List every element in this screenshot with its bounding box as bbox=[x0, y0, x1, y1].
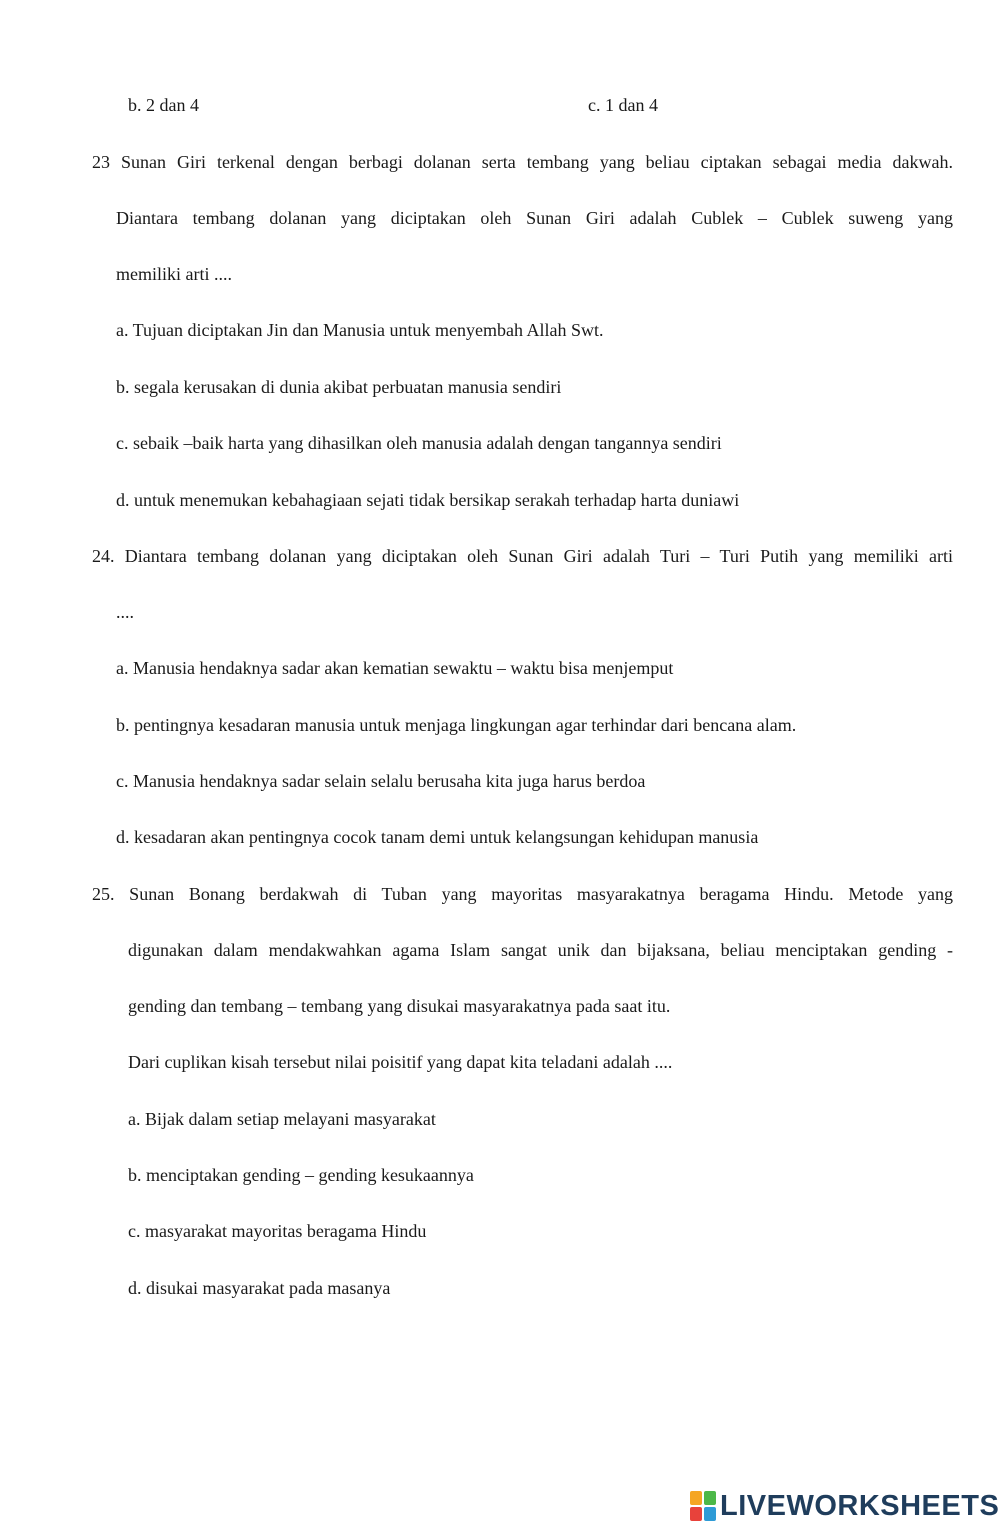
question-23-line-2: Diantara tembang dolanan yang diciptakan oleh Sunan Giri adalah Cublek – Cublek suweng yang bbox=[116, 208, 953, 228]
question-23-option-b[interactable]: b. segala kerusakan di dunia akibat perbuatan manusia sendiri bbox=[116, 377, 562, 397]
question-23-option-c[interactable]: c. sebaik –baik harta yang dihasilkan oleh manusia adalah dengan tangannya sendiri bbox=[116, 433, 722, 453]
question-24-line-1: 24. Diantara tembang dolanan yang diciptakan oleh Sunan Giri adalah Turi – Turi Putih yang memiliki arti bbox=[92, 546, 953, 566]
logo-tile-4 bbox=[704, 1507, 716, 1521]
question-25-line-4: Dari cuplikan kisah tersebut nilai poisitif yang dapat kita teladani adalah .... bbox=[128, 1052, 673, 1072]
question-23-option-d[interactable]: d. untuk menemukan kebahagiaan sejati tidak bersikap serakah terhadap harta duniawi bbox=[116, 490, 740, 510]
liveworksheets-logo-icon bbox=[690, 1491, 716, 1521]
question-23-line-3: memiliki arti .... bbox=[116, 264, 232, 284]
logo-tile-3 bbox=[690, 1507, 702, 1521]
question-24-option-a[interactable]: a. Manusia hendaknya sadar akan kematian sewaktu – waktu bisa menjemput bbox=[116, 658, 674, 678]
logo-tile-1 bbox=[690, 1491, 702, 1505]
question-25-option-d[interactable]: d. disukai masyarakat pada masanya bbox=[128, 1278, 391, 1298]
question-25-line-1: 25. Sunan Bonang berdakwah di Tuban yang mayoritas masyarakatnya beragama Hindu. Metode yang bbox=[92, 884, 953, 904]
question-25-option-c[interactable]: c. masyarakat mayoritas beragama Hindu bbox=[128, 1221, 427, 1241]
question-25-option-b[interactable]: b. menciptakan gending – gending kesukaannya bbox=[128, 1165, 474, 1185]
question-25-line-2: digunakan dalam mendakwahkan agama Islam sangat unik dan bijaksana, beliau menciptakan gending - bbox=[128, 940, 953, 960]
liveworksheets-logo bbox=[690, 1489, 999, 1523]
prev-option-c: c. 1 dan 4 bbox=[588, 95, 658, 115]
question-24-option-c[interactable]: c. Manusia hendaknya sadar selain selalu berusaha kita juga harus berdoa bbox=[116, 771, 646, 791]
question-23-line-1: 23 Sunan Giri terkenal dengan berbagi dolanan serta tembang yang beliau ciptakan sebagai media dakwah. bbox=[92, 152, 953, 172]
question-23-option-a[interactable]: a. Tujuan diciptakan Jin dan Manusia untuk menyembah Allah Swt. bbox=[116, 320, 604, 340]
question-24-line-2: .... bbox=[116, 602, 134, 622]
logo-text: LIVEWORKSHEETS bbox=[720, 1489, 1000, 1522]
question-24-option-b[interactable]: b. pentingnya kesadaran manusia untuk menjaga lingkungan agar terhindar dari bencana alam. bbox=[116, 715, 797, 735]
question-25-option-a[interactable]: a. Bijak dalam setiap melayani masyarakat bbox=[128, 1109, 436, 1129]
prev-option-b: b. 2 dan 4 bbox=[128, 95, 199, 115]
logo-tile-2 bbox=[704, 1491, 716, 1505]
question-25-line-3: gending dan tembang – tembang yang disukai masyarakatnya pada saat itu. bbox=[128, 996, 671, 1016]
question-24-option-d[interactable]: d. kesadaran akan pentingnya cocok tanam demi untuk kelangsungan kehidupan manusia bbox=[116, 827, 759, 847]
